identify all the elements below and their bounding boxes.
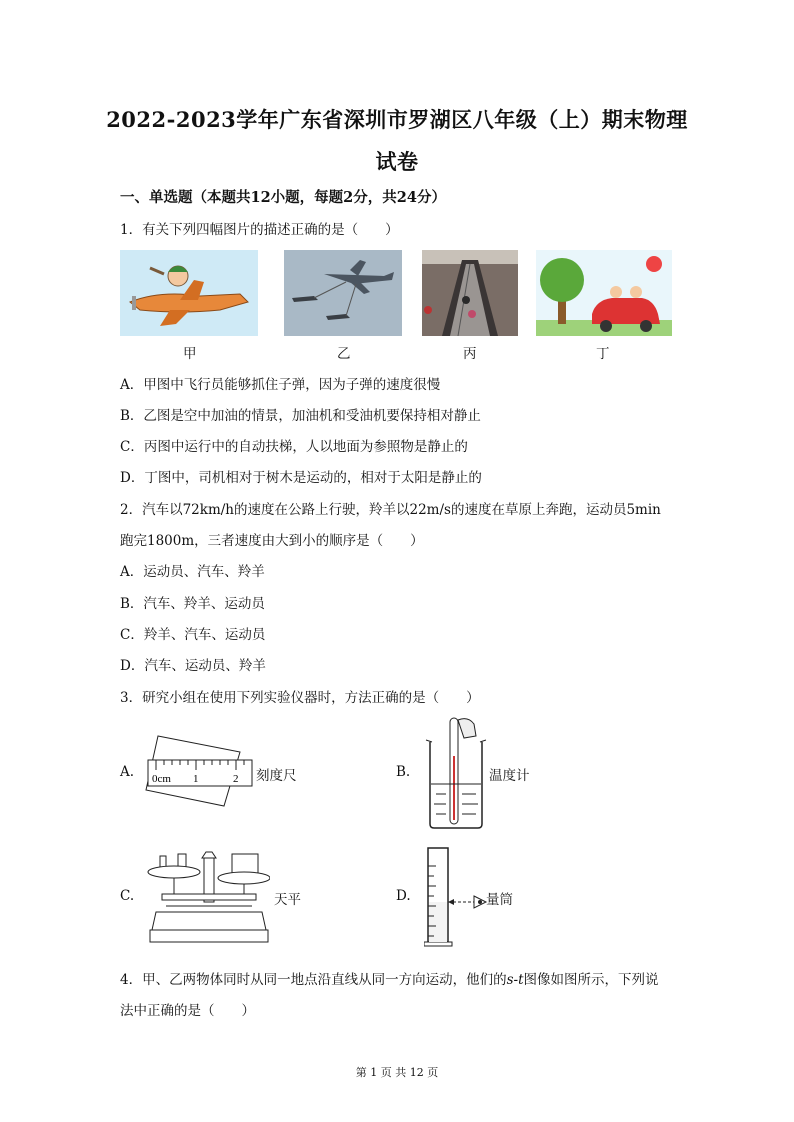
page-title-line1: 2022-2023学年广东省深圳市罗湖区八年级（上）期末物理 (106, 107, 688, 132)
page-footer: 第 1 页 共 12 页 (355, 1066, 439, 1079)
q1-option-b: B．乙图是空中加油的情景，加油机和受油机要保持相对静止 (120, 408, 481, 424)
q1-picture-ding (536, 250, 672, 336)
q4-stem-part1: 4．甲、乙两物体同时从同一地点沿直线从同一方向运动，他们的 (120, 972, 507, 988)
q3-letter-d: D. (396, 888, 411, 904)
q3-label-thermometer: 温度计 (489, 768, 530, 784)
q4-stem-part2: 图像如图所示，下列说 (523, 972, 659, 988)
q4-stem-line1 (120, 968, 659, 988)
q1-stem: 1．有关下列四幅图片的描述正确的是（ ） (120, 222, 399, 238)
q2-stem-line1: 2．汽车以72km/h的速度在公路上行驶，羚羊以22m/s的速度在草原上奔跑，运动员5min (120, 502, 661, 518)
q2-option-d: D．汽车、运动员、羚羊 (120, 658, 266, 674)
q1-picture-bing (422, 250, 518, 336)
q2-stem-line2: 跑完1800m，三者速度由大到小的顺序是（ ） (120, 533, 424, 549)
ruler-illustration (144, 730, 256, 808)
q4-stem-variable: s-t (506, 972, 524, 988)
ruler-tick-2: 2 (233, 773, 239, 785)
q3-stem: 3．研究小组在使用下列实验仪器时，方法正确的是（ ） (120, 690, 480, 706)
q2-option-c: C．羚羊、汽车、运动员 (120, 627, 266, 643)
q1-picture-yi (284, 250, 402, 336)
section-heading: 一、单选题（本题共12小题，每题2分，共24分） (120, 189, 446, 206)
q1-picture-jia (120, 250, 258, 336)
q3-label-cylinder: 量筒 (486, 892, 513, 908)
q3-label-ruler: 刻度尺 (256, 768, 297, 784)
ruler-tick-1: 1 (193, 773, 199, 785)
q1-caption-ding: 丁 (596, 346, 610, 362)
q1-option-a: A．甲图中飞行员能够抓住子弹，因为子弹的速度很慢 (120, 377, 441, 393)
q1-caption-yi: 乙 (337, 346, 351, 362)
q1-option-d: D．丁图中，司机相对于树木是运动的，相对于太阳是静止的 (120, 470, 482, 486)
q3-letter-a: A. (120, 764, 135, 780)
q3-letter-b: B. (396, 764, 411, 780)
ruler-tick-0: 0cm (152, 773, 171, 785)
q3-letter-c: C. (120, 888, 135, 904)
graduated-cylinder-illustration (424, 846, 488, 948)
q1-caption-jia: 甲 (183, 346, 197, 362)
page-title-line2: 试卷 (375, 149, 419, 174)
q4-stem-line2: 法中正确的是（ ） (120, 1003, 255, 1019)
q2-option-b: B．汽车、羚羊、运动员 (120, 596, 265, 612)
q3-label-balance: 天平 (274, 892, 301, 908)
thermometer-illustration (424, 716, 488, 830)
q1-option-c: C．丙图中运行中的自动扶梯，人以地面为参照物是静止的 (120, 439, 468, 455)
q2-option-a: A．运动员、汽车、羚羊 (120, 564, 265, 580)
balance-illustration (146, 850, 270, 946)
q1-caption-bing: 丙 (463, 346, 477, 362)
